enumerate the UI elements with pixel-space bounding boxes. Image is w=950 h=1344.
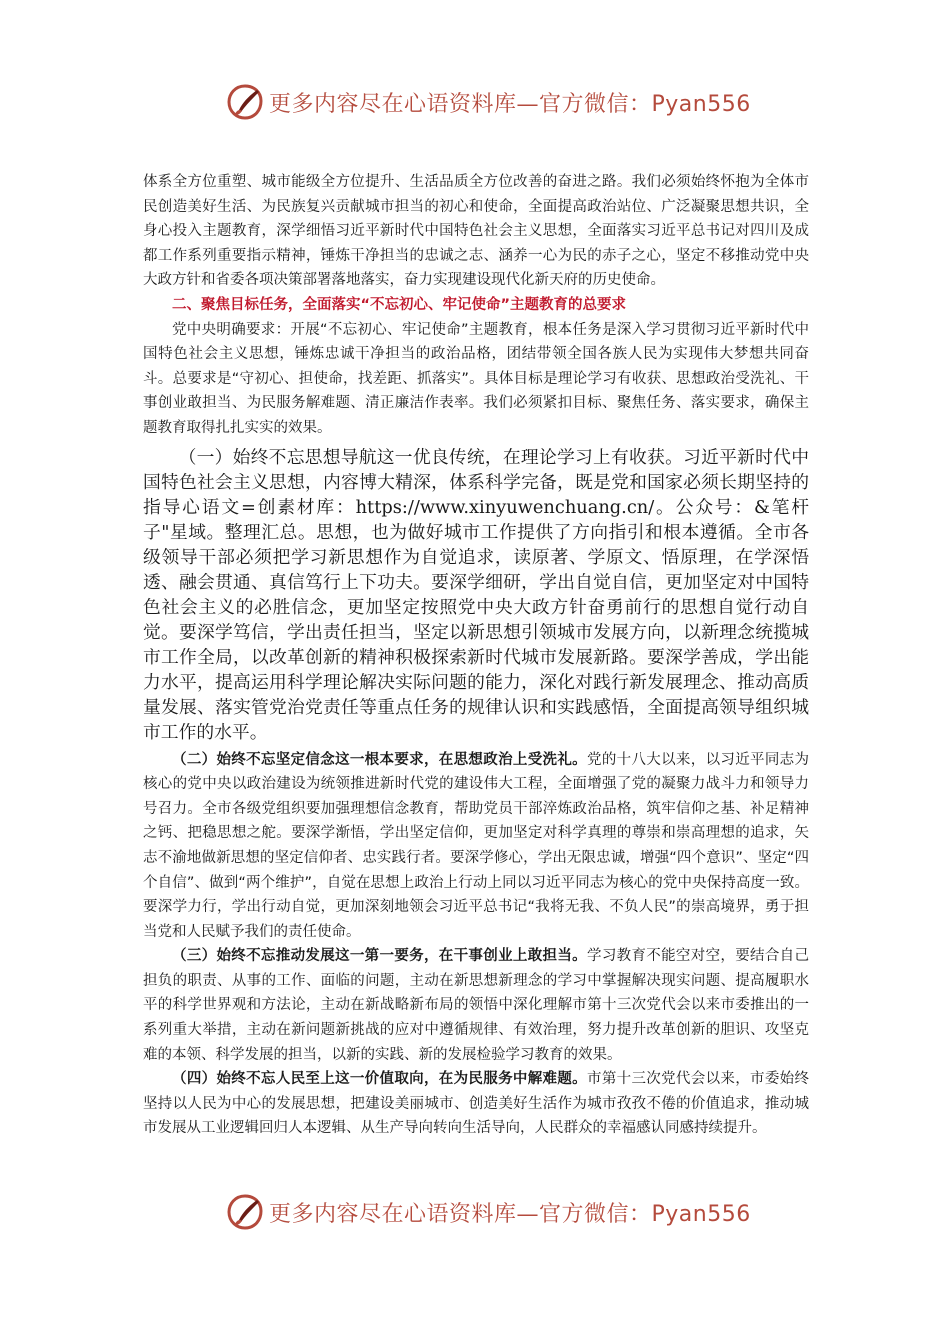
watermark-banner-top xyxy=(225,80,751,124)
watermark-text: 更多内容尽在心语资料库—官方微信：Pyan556 xyxy=(269,91,751,117)
paragraph-item-1: （一）始终不忘思想导航这一优良传统，在理论学习上有收获。习近平新时代中国特色社会主义思想，内容博大精深，体系科学完备，既是党和国家必须长期坚持的指导心语文=创素材库：https://www.xinyuwenchuang.cn/。公众号：&笔杆子"星域。整理汇总。思想，也为做好城市工作提供了方向指引和根本遵循。全市各级领导干部必须把学习新思想作为自觉追求，读原著、学原文、悟原理，在学深悟透、融会贯通、真信笃行上下功夫。要深学细研，学出自觉自信，更加坚定对中国特色社会主义的必胜信念，更加坚定按照党中央大政方针奋勇前行的思想自觉行动自觉。要深学笃信，学出责任担当，坚定以新思想引领城市发展方向，以新理念统揽城市工作全局，以改革创新的精神积极探索新时代城市发展新路。要深学善成，学出能力水平，提高运用科学理论解决实际问题的能力，深化对践行新发展理念、推动高质量发展、落实管党治党责任等重点任务的规律认识和实践感悟，全面提高领导组织城市工作的水平。 xyxy=(143,446,809,743)
item-2-lead: （二）始终不忘坚定信念这一根本要求，在思想政治上受洗礼。 xyxy=(172,751,587,768)
item-4-body: 市第十三次党代会以来，市委始终坚持以人民为中心的发展思想，把建设美丽城市、创造美好生活作为城市孜孜不倦的价值追求，推动城市发展从工业逻辑回归人本逻辑、从生产导向转向生活导向，人民群众的幸福感认同感持续提升。 xyxy=(143,1071,809,1137)
section-heading-2: 二、聚焦目标任务，全面落实“不忘初心、牢记使命”主题教育的总要求 xyxy=(172,296,627,313)
watermark-banner-bottom xyxy=(225,1190,751,1234)
item-2-body: 党的十八大以来，以习近平同志为核心的党中央以政治建设为统领推进新时代党的建设伟大工程，全面增强了党的凝聚力战斗力和领导力号召力。全市各级党组织要加强理想信念教育，帮助党员干部淬炼政治品格，筑牢信仰之基、补足精神之钙、把稳思想之舵。要深学渐悟，学出坚定信仰，更加坚定对科学真理的尊崇和崇高理想的追求，矢志不渝地做新思想的坚定信仰者、忠实践行者。要深学修心，学出无限忠诚，增强“四个意识”、坚定“四个自信”、做到“两个维护”，自觉在思想上政治上行动上同以习近平同志为核心的党中央保持高度一致。要深学力行，学出行动自觉，更加深刻地领会习近平总书记“我将无我、不负人民”的崇高境界，勇于担当党和人民赋予我们的责任使命。 xyxy=(143,751,809,940)
watermark-text: 更多内容尽在心语资料库—官方微信：Pyan556 xyxy=(269,1201,751,1227)
paragraph-item-4 xyxy=(143,1067,809,1141)
brush-logo-icon xyxy=(225,1190,265,1234)
document-body xyxy=(143,170,809,1141)
brush-logo-icon xyxy=(225,80,265,124)
item-4-lead: （四）始终不忘人民至上这一价值取向，在为民服务中解难题。 xyxy=(172,1071,587,1088)
item-3-body: 学习教育不能空对空，要结合自己担负的职责、从事的工作、面临的问题，主动在新思想新理念的学习中掌握解决现实问题、提高履职水平的科学世界观和方法论，主动在新战略新布局的领悟中深化理解市第十三次党代会以来市委推出的一系列重大举措，主动在新问题新挑战的应对中遵循规律、有效治理，努力提升改革创新的胆识、攻坚克难的本领、科学发展的担当，以新的实践、新的发展检验学习教育的效果。 xyxy=(143,948,809,1063)
paragraph-item-3 xyxy=(143,944,809,1067)
paragraph-item-2 xyxy=(143,748,809,945)
paragraph-intro: 体系全方位重塑、城市能级全方位提升、生活品质全方位改善的奋进之路。我们必须始终怀抱为全体市民创造美好生活、为民族复兴贡献城市担当的初心和使命，全面提高政治站位、广泛凝聚思想共识，全身心投入主题教育，深学细悟习近平新时代中国特色社会主义思想，全面落实习近平总书记对四川及成都工作系列重要指示精神，锤炼干净担当的忠诚之志、涵养一心为民的赤子之心，坚定不移推动党中央大政方针和省委各项决策部署落地落实，奋力实现建设现代化新天府的历史使命。 xyxy=(143,174,809,289)
item-3-lead: （三）始终不忘推动发展这一第一要务，在干事创业上敢担当。 xyxy=(172,948,587,965)
paragraph-requirements: 党中央明确要求：开展“不忘初心、牢记使命”主题教育，根本任务是深入学习贯彻习近平新时代中国特色社会主义思想，锤炼忠诚干净担当的政治品格，团结带领全国各族人民为实现伟大梦想共同奋斗。总要求是“守初心、担使命，找差距、抓落实”。具体目标是理论学习有收获、思想政治受洗礼、干事创业敢担当、为民服务解难题、清正廉洁作表率。我们必须紧扣目标、聚焦任务、落实要求，确保主题教育取得扎扎实实的效果。 xyxy=(143,321,809,436)
